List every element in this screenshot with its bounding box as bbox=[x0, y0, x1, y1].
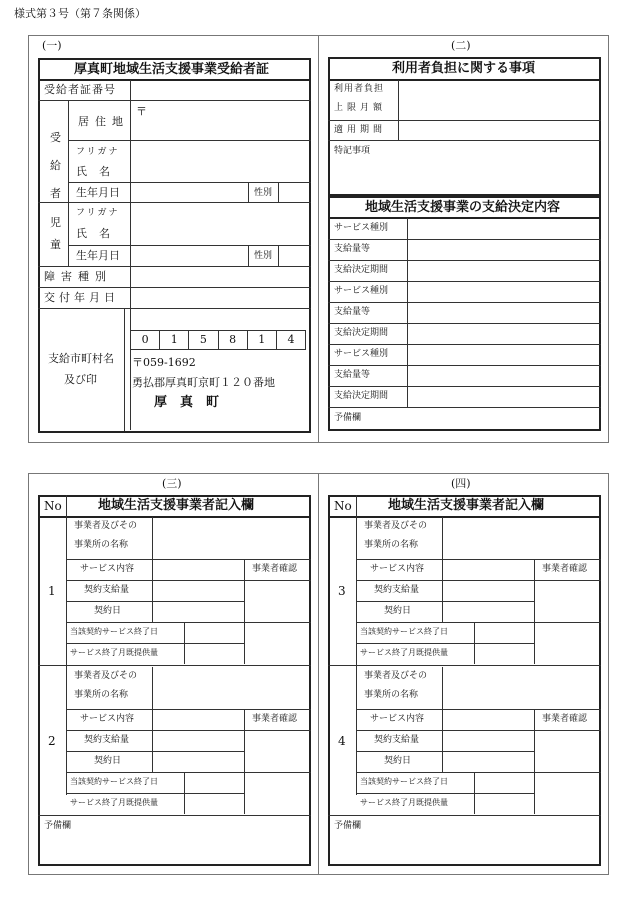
sex-field[interactable] bbox=[279, 184, 309, 200]
provider-name-label-line2: 事業所の名称 bbox=[74, 540, 129, 550]
recipient-number-field[interactable] bbox=[131, 81, 309, 99]
contract-amount-field[interactable] bbox=[444, 731, 532, 750]
form-label: 様式第３号（第７条関係） bbox=[14, 7, 146, 20]
notes-field[interactable] bbox=[330, 158, 599, 194]
period-label: 適用期間 bbox=[334, 125, 387, 135]
provider-entry-title: 地域生活支援事業者記入欄 bbox=[388, 498, 545, 513]
provider-reserve-label: 予備欄 bbox=[44, 821, 72, 831]
provider-name-label-line2: 事業所の名称 bbox=[364, 540, 419, 550]
residence-field[interactable] bbox=[148, 102, 308, 138]
service-content-label: サービス内容 bbox=[80, 564, 135, 574]
provided-amount-field[interactable] bbox=[476, 794, 532, 813]
provider-name-field[interactable] bbox=[444, 518, 599, 558]
decision-row-label: サービス種別 bbox=[334, 286, 389, 296]
code-digit: 4 bbox=[287, 333, 295, 346]
municipality-postal: 〒059-1692 bbox=[132, 356, 196, 369]
child-sex-label: 性別 bbox=[254, 251, 273, 261]
provided-amount-field[interactable] bbox=[186, 794, 242, 813]
decision-row-field[interactable] bbox=[409, 282, 599, 301]
entry-number: 3 bbox=[338, 584, 346, 598]
provider-name-label-line2: 事業所の名称 bbox=[74, 690, 129, 700]
decision-row-field[interactable] bbox=[409, 240, 599, 259]
child-name-field[interactable] bbox=[131, 204, 309, 242]
panel-marker-3: (三) bbox=[162, 477, 182, 490]
municipality-address: 勇払郡厚真町京町１２０番地 bbox=[132, 376, 275, 389]
service-end-date-field[interactable] bbox=[476, 623, 532, 642]
service-end-date-field[interactable] bbox=[476, 773, 532, 792]
limit-label-line2: 上限月額 bbox=[334, 103, 387, 113]
postal-mark: 〒 bbox=[136, 105, 147, 118]
provider-reserve-label: 予備欄 bbox=[334, 821, 362, 831]
decision-row-label: 支給決定期間 bbox=[334, 391, 389, 401]
name-field[interactable] bbox=[131, 142, 309, 180]
disability-type-field[interactable] bbox=[131, 268, 309, 286]
provided-amount-label: サービス終了月既提供量 bbox=[360, 798, 448, 807]
contract-date-field[interactable] bbox=[444, 752, 532, 771]
service-content-label: サービス内容 bbox=[370, 564, 425, 574]
decision-reserve-label: 予備欄 bbox=[334, 413, 362, 423]
panel-marker-1: (一) bbox=[42, 39, 62, 52]
issue-date-label: 交付年月日 bbox=[44, 291, 119, 304]
certificate-title: 厚真町地域生活支援事業受給者証 bbox=[74, 62, 270, 77]
contract-date-field[interactable] bbox=[444, 602, 532, 621]
decision-row-label: 支給決定期間 bbox=[334, 328, 389, 338]
recipient-label: 受給者 bbox=[50, 131, 61, 200]
service-end-date-label: 当該契約サービス終了日 bbox=[70, 627, 158, 636]
provider-name-label-line1: 事業者及びその bbox=[364, 671, 428, 681]
contract-amount-field[interactable] bbox=[444, 581, 532, 600]
child-sex-field[interactable] bbox=[279, 247, 309, 264]
code-digit: 5 bbox=[189, 331, 218, 349]
provider-name-label-line2: 事業所の名称 bbox=[364, 690, 419, 700]
recipient-number-label: 受給者証番号 bbox=[44, 83, 116, 96]
no-header: No bbox=[44, 499, 62, 513]
service-end-date-field[interactable] bbox=[186, 623, 242, 642]
period-field[interactable] bbox=[400, 122, 599, 139]
code-digit: 8 bbox=[219, 331, 248, 349]
contract-date-label: 契約日 bbox=[384, 606, 412, 616]
no-header: No bbox=[334, 499, 352, 513]
decision-row-field[interactable] bbox=[409, 303, 599, 322]
provided-amount-label: サービス終了月既提供量 bbox=[70, 648, 158, 657]
service-content-label: サービス内容 bbox=[80, 714, 135, 724]
disability-type-label: 障害種別 bbox=[44, 270, 112, 283]
service-content-label: サービス内容 bbox=[370, 714, 425, 724]
code-digit: 1 bbox=[248, 331, 277, 349]
birthdate-field[interactable] bbox=[131, 184, 247, 200]
child-birthdate-field[interactable] bbox=[131, 247, 247, 264]
decision-row-field[interactable] bbox=[409, 345, 599, 364]
decision-row-label: 支給量等 bbox=[334, 370, 371, 380]
service-end-date-label: 当該契約サービス終了日 bbox=[70, 777, 158, 786]
contract-amount-label: 契約支給量 bbox=[374, 585, 420, 595]
contract-date-label: 契約日 bbox=[94, 606, 122, 616]
service-content-field[interactable] bbox=[154, 560, 242, 579]
birthdate-label: 生年月日 bbox=[76, 186, 120, 199]
entry-number: 2 bbox=[48, 734, 56, 748]
limit-field[interactable] bbox=[400, 81, 599, 119]
decision-row-label: サービス種別 bbox=[334, 349, 389, 359]
contract-date-field[interactable] bbox=[154, 602, 242, 621]
provider-name-label-line1: 事業者及びその bbox=[364, 521, 428, 531]
limit-label-line1: 利用者負担 bbox=[334, 84, 385, 94]
service-content-field[interactable] bbox=[444, 560, 532, 579]
panel-marker-2: (二) bbox=[451, 39, 471, 52]
issue-date-field[interactable] bbox=[131, 289, 309, 307]
decision-row-field[interactable] bbox=[409, 387, 599, 406]
decision-row-label: 支給量等 bbox=[334, 244, 371, 254]
contract-amount-field[interactable] bbox=[154, 581, 242, 600]
provided-amount-label: サービス終了月既提供量 bbox=[70, 798, 158, 807]
child-label: 児童 bbox=[50, 216, 61, 251]
service-content-field[interactable] bbox=[154, 710, 242, 729]
furigana-label: フリガナ bbox=[76, 147, 120, 157]
child-furigana-label: フリガナ bbox=[76, 208, 120, 218]
code-digit: 1 bbox=[160, 331, 189, 349]
provider-entry-title: 地域生活支援事業者記入欄 bbox=[98, 498, 255, 513]
contract-amount-label: 契約支給量 bbox=[84, 585, 130, 595]
municipality-label-line1: 支給市町村名 bbox=[48, 352, 114, 365]
provider-reserve-field[interactable] bbox=[40, 833, 309, 863]
panel-marker-4: (四) bbox=[451, 477, 471, 490]
provided-amount-label: サービス終了月既提供量 bbox=[360, 648, 448, 657]
decision-row-field[interactable] bbox=[409, 261, 599, 280]
provider-name-label-line1: 事業者及びその bbox=[74, 521, 138, 531]
contract-date-field[interactable] bbox=[154, 752, 242, 771]
service-end-date-label: 当該契約サービス終了日 bbox=[360, 777, 448, 786]
provided-amount-field[interactable] bbox=[476, 644, 532, 663]
burden-title: 利用者負担に関する事項 bbox=[392, 61, 536, 76]
service-end-date-label: 当該契約サービス終了日 bbox=[360, 627, 448, 636]
provider-name-label-line1: 事業者及びその bbox=[74, 671, 138, 681]
service-end-date-field[interactable] bbox=[186, 773, 242, 792]
provider-confirm-label: 事業者確認 bbox=[542, 714, 588, 724]
notes-label: 特記事項 bbox=[334, 146, 371, 156]
decision-title: 地域生活支援事業の支給決定内容 bbox=[365, 200, 561, 215]
provided-amount-field[interactable] bbox=[186, 644, 242, 663]
decision-row-label: サービス種別 bbox=[334, 223, 389, 233]
decision-row-field[interactable] bbox=[409, 219, 599, 238]
provider-confirm-label: 事業者確認 bbox=[252, 564, 298, 574]
contract-amount-label: 契約支給量 bbox=[84, 735, 130, 745]
code-digit: 0 bbox=[131, 331, 160, 349]
provider-name-field[interactable] bbox=[154, 518, 309, 558]
contract-date-label: 契約日 bbox=[94, 756, 122, 766]
entry-number: 4 bbox=[338, 734, 346, 748]
child-name-label: 氏名 bbox=[76, 227, 122, 240]
name-label: 氏名 bbox=[76, 165, 122, 178]
entry-number: 1 bbox=[48, 584, 56, 598]
municipality-label-line2: 及び印 bbox=[64, 373, 97, 386]
decision-row-label: 支給決定期間 bbox=[334, 265, 389, 275]
sex-label: 性別 bbox=[254, 188, 273, 198]
contract-amount-label: 契約支給量 bbox=[374, 735, 420, 745]
provider-confirm-label: 事業者確認 bbox=[252, 714, 298, 724]
decision-row-field[interactable] bbox=[409, 366, 599, 385]
contract-date-label: 契約日 bbox=[384, 756, 412, 766]
provider-confirm-label: 事業者確認 bbox=[542, 564, 588, 574]
municipality-name: 厚 真 町 bbox=[154, 395, 220, 410]
residence-label: 居住地 bbox=[78, 115, 129, 128]
provider-reserve-field[interactable] bbox=[330, 833, 599, 863]
contract-amount-field[interactable] bbox=[154, 731, 242, 750]
municipality-code bbox=[130, 330, 306, 350]
decision-row-field[interactable] bbox=[409, 324, 599, 343]
provider-name-field[interactable] bbox=[444, 668, 599, 708]
provider-name-field[interactable] bbox=[154, 668, 309, 708]
decision-row-label: 支給量等 bbox=[334, 307, 371, 317]
service-content-field[interactable] bbox=[444, 710, 532, 729]
child-birthdate-label: 生年月日 bbox=[76, 249, 120, 262]
